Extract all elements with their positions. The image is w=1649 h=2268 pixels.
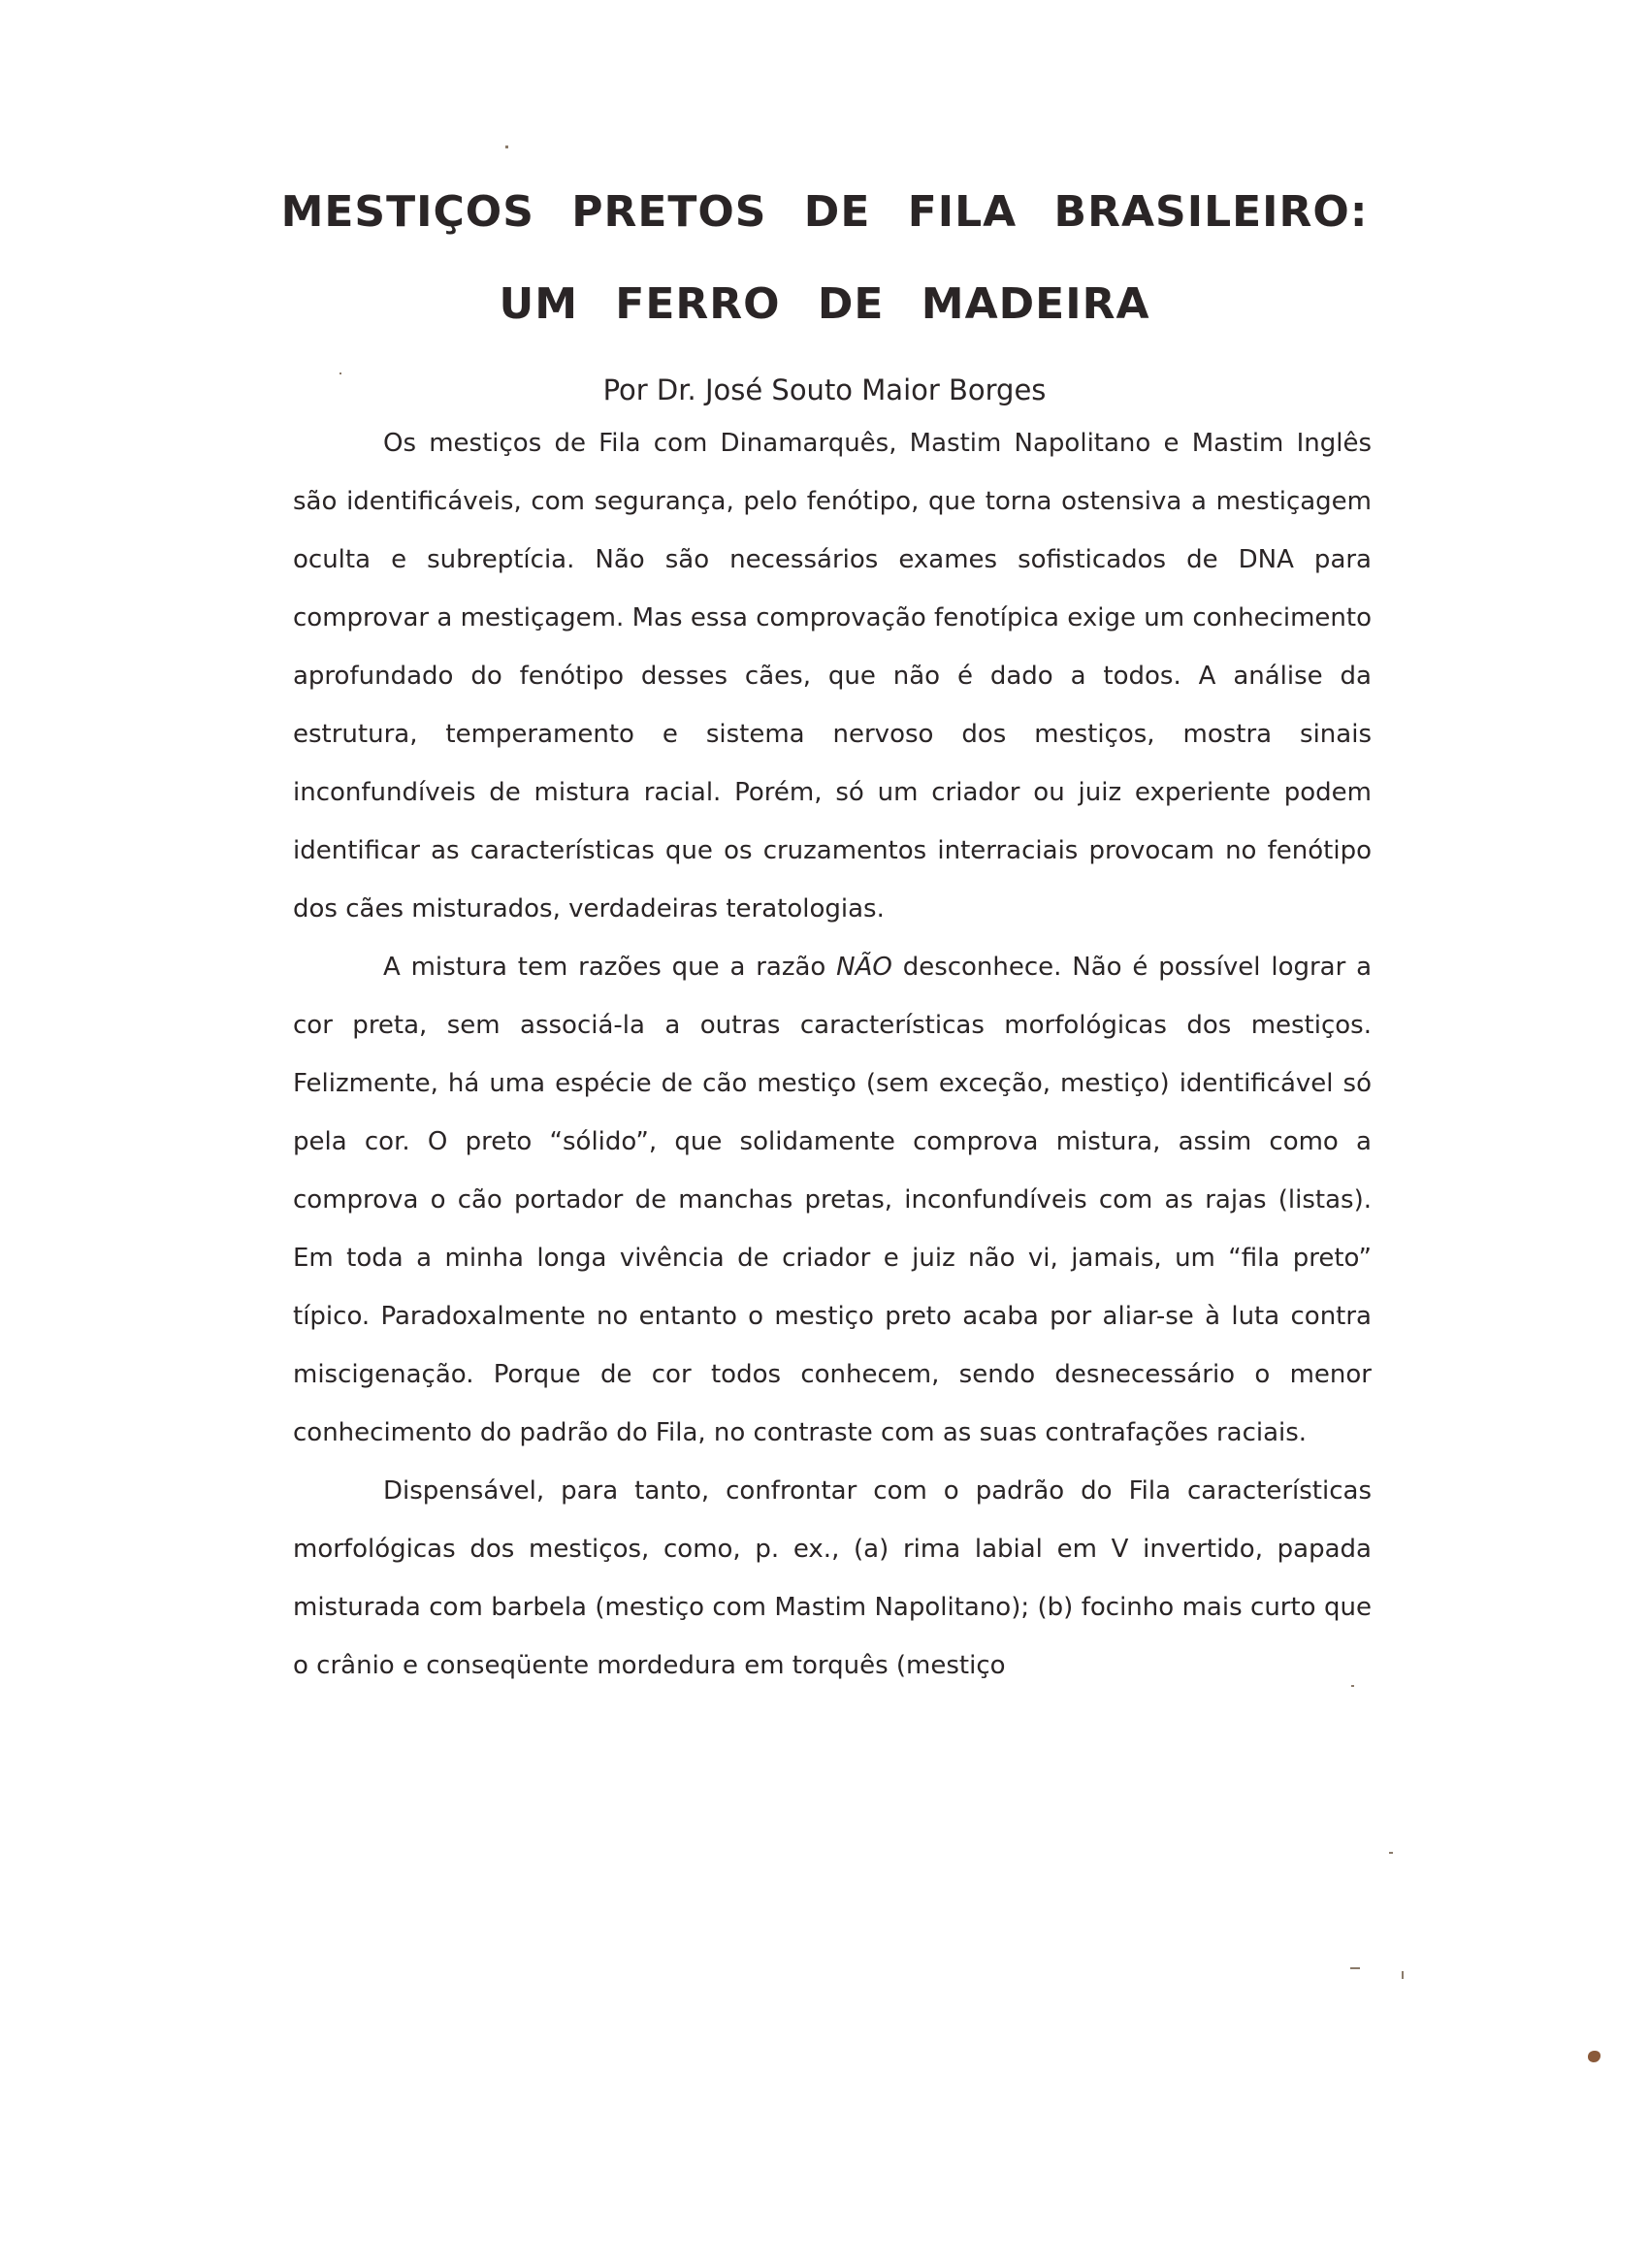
scan-speck: [1350, 1967, 1360, 1969]
author-byline: Por Dr. José Souto Maior Borges: [602, 373, 1047, 406]
article-body: [293, 414, 1372, 1695]
paragraph-2: [293, 938, 1372, 1462]
scan-speck: [340, 373, 341, 374]
paragraph-1: Os mestiços de Fila com Dinamarquês, Mastim Napolitano e Mastim Inglês são identificáveis, com segurança, pelo fenótipo, que torna ostensiva a mestiçagem oculta e subreptícia. Não são necessários exames sofisticados de DNA para comprovar a mestiçagem. Mas essa comprovação fenotípica exige um conhecimento aprofundado do fenótipo desses cães, que não é dado a todos. A análise da estrutura, temperamento e sistema nervoso dos mestiços, mostra sinais inconfundíveis de mistura racial. Porém, só um criador ou juiz experiente podem identificar as características que os cruzamentos interraciais provocam no fenótipo dos cães misturados, verdadeiras teratologias.: [293, 429, 1372, 923]
scan-speck: [1588, 2051, 1600, 2062]
title-line-2: UM FERRO DE MADEIRA: [499, 279, 1150, 329]
paragraph-2-lead: A mistura tem razões que a razão: [383, 953, 826, 982]
scan-speck: [1402, 1971, 1404, 1979]
title-line-1: MESTIÇOS PRETOS DE FILA BRASILEIRO:: [280, 187, 1369, 237]
paragraph-2-emphasis: NÃO: [836, 953, 892, 982]
scan-speck: [1351, 1685, 1354, 1687]
scan-speck: [505, 146, 508, 148]
scan-speck: [1389, 1852, 1393, 1854]
paragraph-3: Dispensável, para tanto, confrontar com o padrão do Fila características morfológicas dos mestiços, como, p. ex., (a) rima labial em V invertido, papada misturada com barbela (mestiço com Mastim Napolitano); (b) focinho mais curto que o crânio e conseqüente mordedura em torquês (mestiço: [293, 1476, 1372, 1680]
paragraph-2-lead-end: desconhece.: [902, 953, 1062, 982]
paragraph-2-text: Não é possível lograr a cor preta, sem associá-la a outras características morfológicas dos mestiços. Felizmente, há uma espécie de cão mestiço (sem exceção, mestiço) identificável só pela cor. O preto “sólido”, que solidamente comprova mistura, assim como a comprova o cão portador de manchas pretas, inconfundíveis com as rajas (listas). Em toda a minha longa vivência de criador e juiz não vi, jamais, um “fila preto” típico. Paradoxalmente no entanto o mestiço preto acaba por aliar-se à luta contra miscigenação. Porque de cor todos conhecem, sendo desnecessário o menor conhecimento do padrão do Fila, no contraste com as suas contrafações raciais.: [293, 953, 1373, 1447]
